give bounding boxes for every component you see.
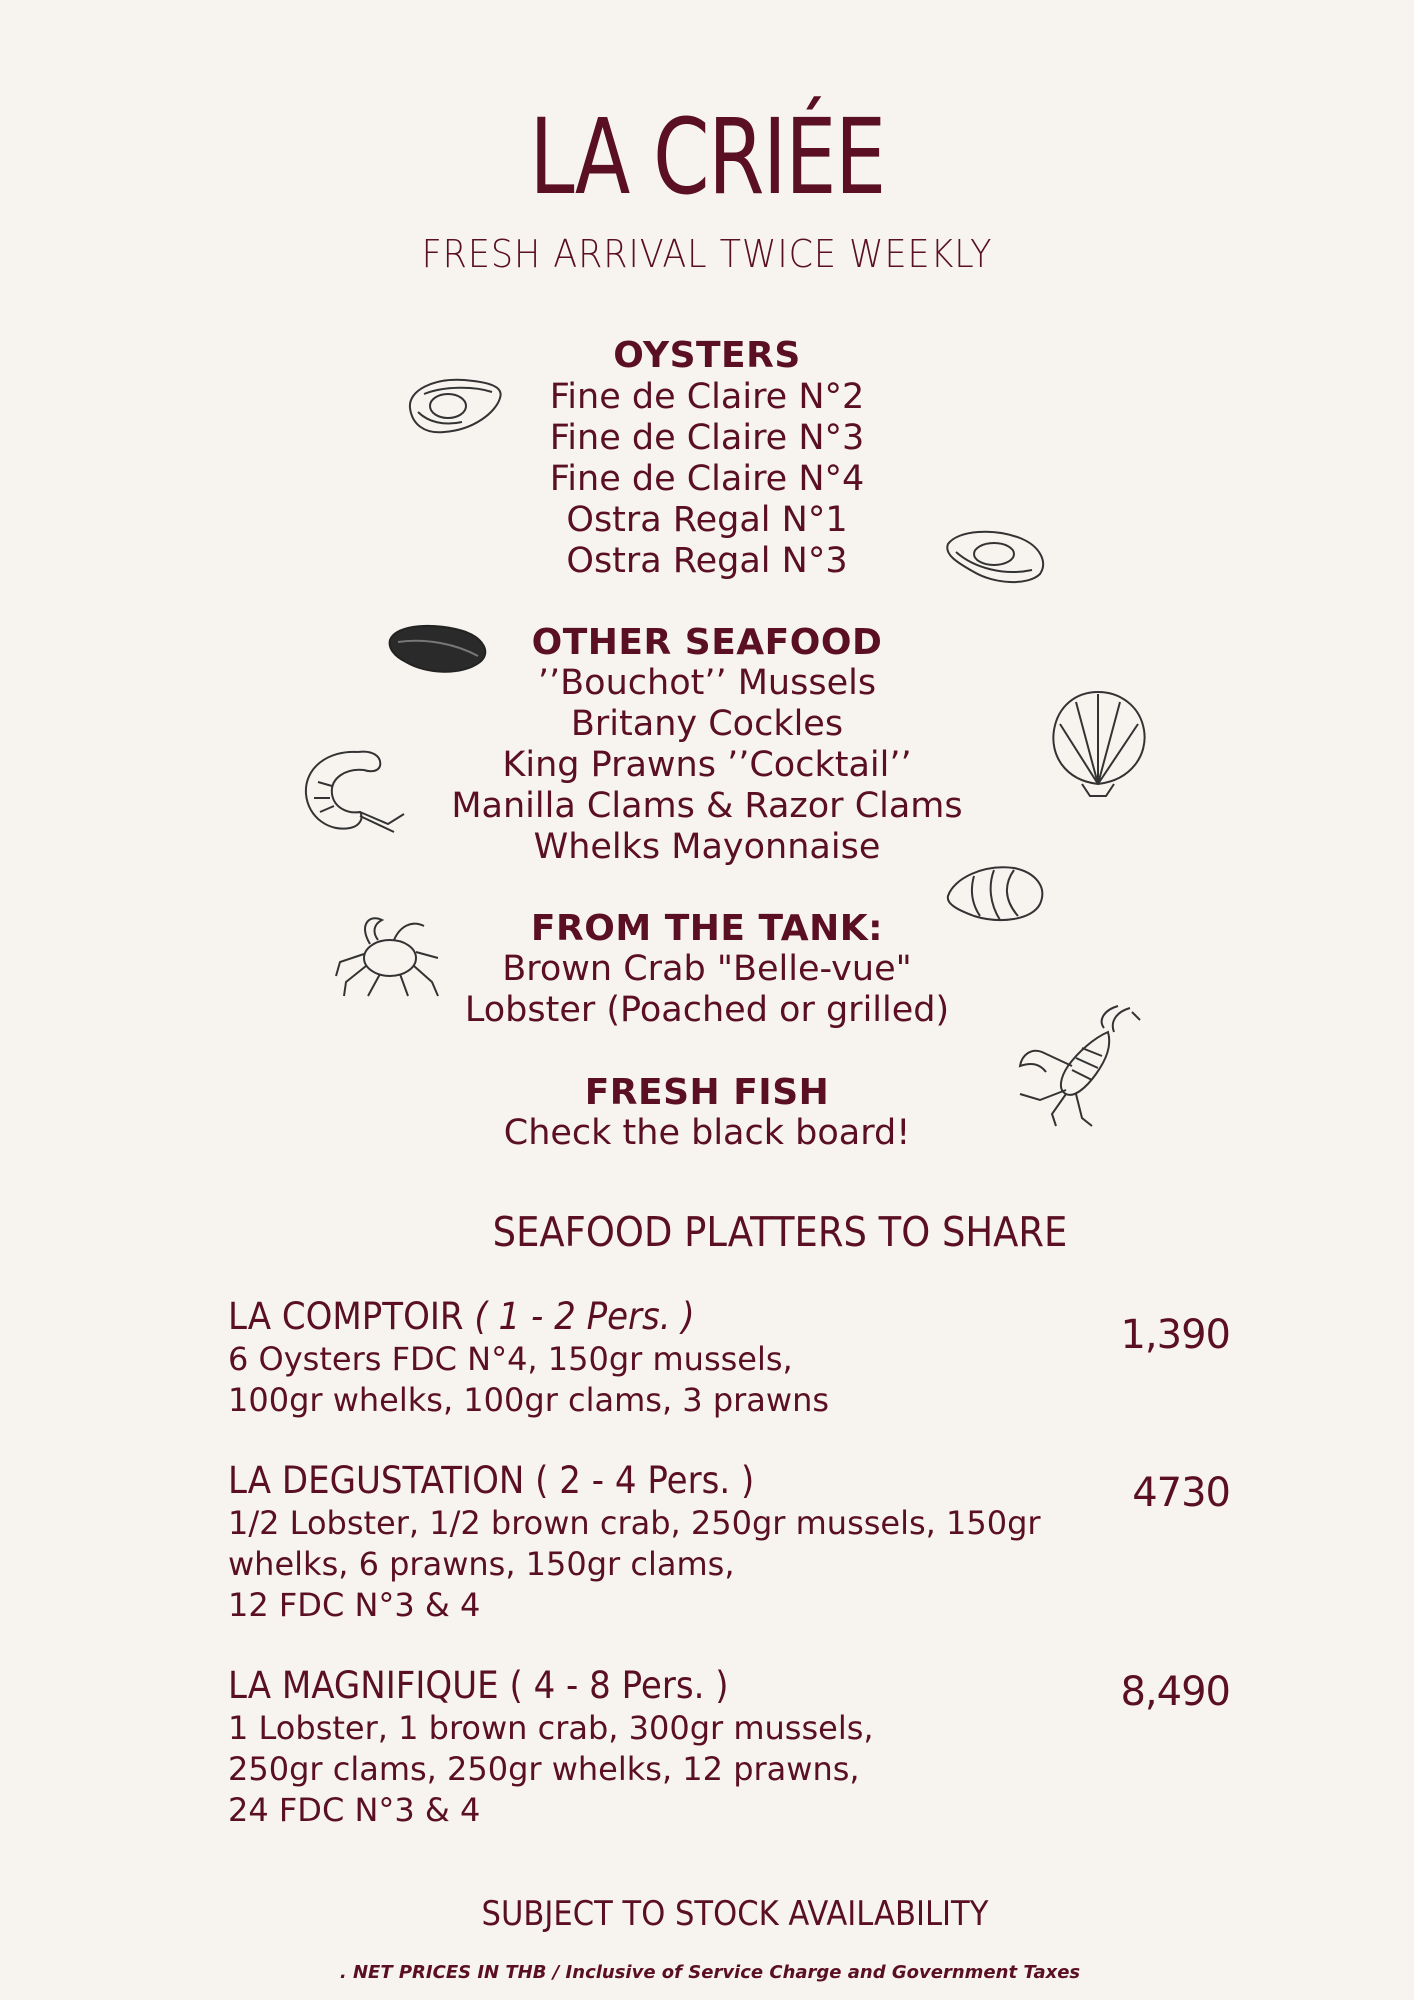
menu-item: Check the black board! <box>503 1113 911 1153</box>
platter-name: LA COMPTOIR ( 1 - 2 Pers. ) <box>228 1295 695 1338</box>
platter-desc-line: 6 Oysters FDC N°4, 150gr mussels, <box>228 1340 793 1378</box>
tagline: FRESH ARRIVAL TWICE WEEKLY <box>421 232 993 276</box>
menu-item: Brown Crab "Belle-vue" <box>502 949 912 989</box>
platter-desc-line: whelks, 6 prawns, 150gr clams, <box>228 1545 735 1583</box>
section-title-fresh-fish: FRESH FISH <box>584 1072 830 1113</box>
platter-pers: ( 1 - 2 Pers. ) <box>474 1295 695 1338</box>
brand-logo: LA CRIÉE <box>529 96 885 218</box>
menu-item: Fine de Claire N°4 <box>549 459 865 499</box>
section-title-from-the-tank: FROM THE TANK: <box>530 908 884 949</box>
platter-pers: ( 4 - 8 Pers. ) <box>509 1664 729 1707</box>
menu-item: Ostra Regal N°3 <box>566 541 848 581</box>
whelk-icon <box>944 860 1050 926</box>
lobster-icon <box>1012 1002 1146 1128</box>
platter-desc-line: 1 Lobster, 1 brown crab, 300gr mussels, <box>228 1709 874 1747</box>
platter-name: LA MAGNIFIQUE ( 4 - 8 Pers. ) <box>228 1664 729 1707</box>
stock-notice: SUBJECT TO STOCK AVAILABILITY <box>481 1894 989 1934</box>
platter-magnifique <box>228 1664 1188 1831</box>
platters-title: SEAFOOD PLATTERS TO SHARE <box>492 1208 1068 1256</box>
menu-item: Whelks Mayonnaise <box>533 827 881 867</box>
platter-pers: ( 2 - 4 Pers. ) <box>535 1459 755 1502</box>
shrimp-icon <box>298 742 408 838</box>
oyster-icon <box>404 372 508 438</box>
platter-comptoir <box>228 1295 1188 1421</box>
menu-item: Ostra Regal N°1 <box>566 500 848 540</box>
platter-desc-line: 250gr clams, 250gr whelks, 12 prawns, <box>228 1750 860 1788</box>
section-title-other-seafood: OTHER SEAFOOD <box>531 622 883 663</box>
platter-price: 4730 <box>1132 1470 1230 1516</box>
scallop-icon <box>1046 684 1152 800</box>
platter-desc-line: 100gr whelks, 100gr clams, 3 prawns <box>228 1381 830 1419</box>
price-footnote: . NET PRICES IN THB / Inclusive of Service Charge and Government Taxes <box>339 1962 1081 1983</box>
platter-desc-line: 1/2 Lobster, 1/2 brown crab, 250gr mussels, 150gr <box>228 1504 1041 1542</box>
oyster-icon <box>944 522 1048 588</box>
menu-item: King Prawns ’’Cocktail’’ <box>502 745 912 785</box>
menu-item: Manilla Clams & Razor Clams <box>451 786 963 826</box>
platter-degustation <box>228 1459 1188 1626</box>
menu-item: Fine de Claire N°3 <box>549 418 865 458</box>
menu-item: Lobster (Poached or grilled) <box>464 990 950 1030</box>
platter-name: LA DEGUSTATION ( 2 - 4 Pers. ) <box>228 1459 755 1502</box>
platter-desc-line: 24 FDC N°3 & 4 <box>228 1791 481 1829</box>
menu-item: ’’Bouchot’’ Mussels <box>537 663 877 703</box>
mussel-icon <box>386 620 492 678</box>
section-title-oysters: OYSTERS <box>613 335 801 376</box>
platter-price: 1,390 <box>1120 1312 1230 1358</box>
menu-item: Fine de Claire N°2 <box>549 377 865 417</box>
menu-item: Britany Cockles <box>570 704 844 744</box>
platter-price: 8,490 <box>1120 1669 1230 1715</box>
platter-desc-line: 12 FDC N°3 & 4 <box>228 1586 481 1624</box>
crab-icon <box>334 910 442 1000</box>
